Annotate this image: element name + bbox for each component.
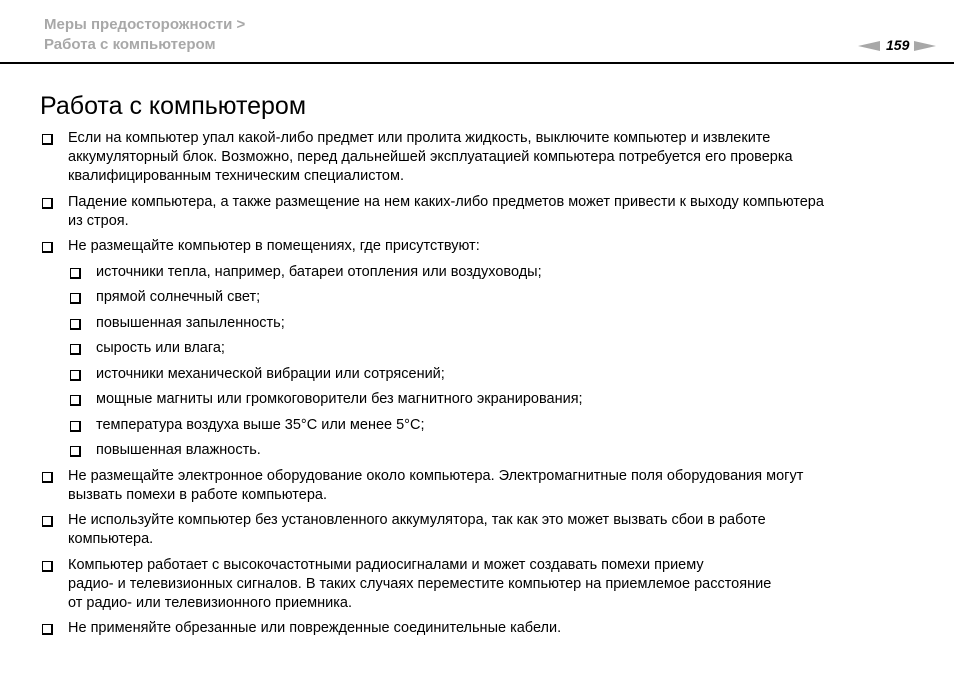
list-item-text-line: от радио- или телевизионного приемника.	[68, 594, 352, 611]
page-navigation	[858, 36, 938, 56]
breadcrumb-current: Работа с компьютером	[44, 36, 216, 53]
sub-list-item	[68, 390, 920, 409]
page-number: 159	[886, 37, 910, 53]
list-item-text-line: Не применяйте обрезанные или поврежденные соединительные кабели.	[68, 620, 562, 636]
list-item-text-line: Не размещайте компьютер в помещениях, где присутствуют:	[68, 238, 480, 254]
list-item-text-line: повышенная запыленность;	[96, 314, 285, 331]
list-item-text-line: из строя.	[68, 212, 129, 229]
list-item-text-line: аккумуляторный блок. Возможно, перед дальнейшей эксплуатацией компьютера потребуется его проверка	[68, 149, 793, 165]
breadcrumb	[44, 15, 245, 55]
list-item	[40, 556, 920, 613]
sub-list-item	[68, 288, 920, 307]
checkbox-bullet-icon	[70, 421, 81, 432]
list-item	[40, 511, 920, 549]
checkbox-bullet-icon	[42, 516, 53, 527]
list-item-text-line: Компьютер работает с высокочастотными радиосигналами и может создавать помехи приему	[68, 556, 704, 573]
sub-list-item	[68, 365, 920, 384]
next-page-arrow-icon[interactable]	[914, 41, 936, 51]
sub-list-item	[68, 339, 920, 358]
list-item	[40, 237, 920, 256]
previous-page-arrow-icon[interactable]	[858, 41, 880, 51]
breadcrumb-parent[interactable]: Меры предосторожности >	[44, 16, 246, 33]
checkbox-bullet-icon	[70, 293, 81, 304]
precautions-list	[40, 129, 920, 645]
checkbox-bullet-icon	[70, 395, 81, 406]
list-item-text-line: компьютера.	[68, 531, 154, 547]
page-title: Работа с компьютером	[40, 92, 307, 120]
checkbox-bullet-icon	[42, 561, 53, 572]
list-item-text-line: Не размещайте электронное оборудование около компьютера. Электромагнитные поля оборудования могут	[68, 467, 804, 484]
checkbox-bullet-icon	[42, 472, 53, 483]
checkbox-bullet-icon	[70, 268, 81, 279]
checkbox-bullet-icon	[42, 624, 53, 635]
list-item	[40, 467, 920, 505]
list-item-text-line: температура воздуха выше 35°C или менее 5°C;	[96, 416, 425, 433]
checkbox-bullet-icon	[42, 242, 53, 253]
sub-list-item	[68, 441, 920, 460]
list-item-text-line: источники тепла, например, батареи отопления или воздуховоды;	[96, 263, 542, 280]
checkbox-bullet-icon	[42, 198, 53, 209]
list-item-text-line: прямой солнечный свет;	[96, 289, 261, 305]
list-item	[40, 193, 920, 231]
list-item-text-line: Если на компьютер упал какой-либо предмет или пролита жидкость, выключите компьютер и извлеките	[68, 130, 771, 146]
list-item-text-line: вызвать помехи в работе компьютера.	[68, 486, 327, 503]
list-item-text-line: мощные магниты или громкоговорители без магнитного экранирования;	[96, 391, 583, 407]
sub-list-item	[68, 263, 920, 282]
list-item-text-line: источники механической вибрации или сотрясений;	[96, 365, 445, 382]
list-item	[40, 619, 920, 638]
checkbox-bullet-icon	[70, 344, 81, 355]
list-item-text-line: радио- и телевизионных сигналов. В таких случаях переместите компьютер на приемлемое расстояние	[68, 575, 772, 592]
list-item	[40, 129, 920, 186]
checkbox-bullet-icon	[42, 134, 53, 145]
list-item-text-line: квалифицированным техническим специалистом.	[68, 168, 404, 184]
header-divider	[0, 62, 954, 64]
list-item-text-line: сырость или влага;	[96, 340, 225, 356]
list-item-text-line: Не используйте компьютер без установленного аккумулятора, так как это может вызвать сбои в работе	[68, 512, 766, 528]
checkbox-bullet-icon	[70, 319, 81, 330]
list-item-text-line: Падение компьютера, а также размещение на нем каких-либо предметов может привести к выходу компьютера	[68, 193, 824, 210]
sub-list-item	[68, 416, 920, 435]
sub-list-item	[68, 314, 920, 333]
list-item-text-line: повышенная влажность.	[96, 442, 261, 458]
checkbox-bullet-icon	[70, 370, 81, 381]
checkbox-bullet-icon	[70, 446, 81, 457]
